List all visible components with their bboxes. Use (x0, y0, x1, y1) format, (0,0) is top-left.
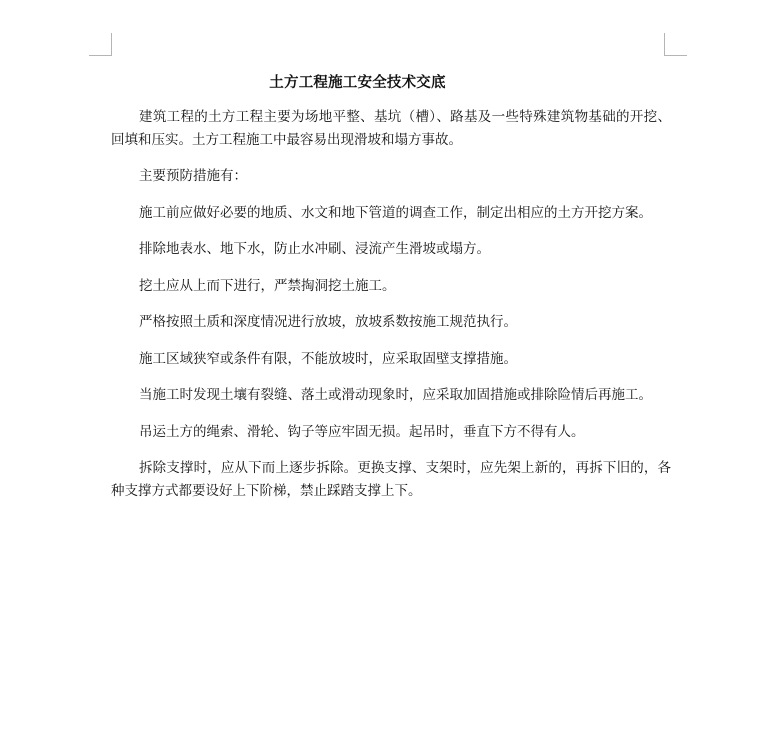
paragraph-measure-cracks: 当施工时发现土壤有裂缝、落土或滑动现象时，应采取加固措施或排除险情后再施工。 (139, 387, 652, 403)
paragraph-measure-survey: 施工前应做好必要的地质、水文和地下管道的调查工作，制定出相应的土方开挖方案。 (139, 204, 652, 221)
paragraph-measures-heading: 主要预防措施有： (139, 168, 247, 184)
paragraph-measure-top-down: 挖土应从上而下进行，严禁掏洞挖土施工。 (139, 277, 396, 294)
paragraph-intro: 建筑工程的土方工程主要为场地平整、基坑（槽）、路基及一些特殊建筑物基础的开挖、回填和压实。土方工程施工中最容易出现滑坡和塌方事故。 (111, 109, 671, 148)
paragraph-measure-hoisting: 吊运土方的绳索、滑轮、钩子等应牢固无损。起吊时，垂直下方不得有人。 (139, 423, 585, 440)
document-body (111, 106, 671, 516)
paragraph-measure-slope: 严格按照土质和深度情况进行放坡，放坡系数按施工规范执行。 (139, 314, 517, 330)
top-right-crop-mark (664, 33, 687, 56)
document-title: 土方工程施工安全技术交底 (269, 75, 446, 91)
paragraph-measure-shoring: 施工区域狭窄或条件有限，不能放坡时，应采取固壁支撑措施。 (139, 350, 517, 367)
top-left-crop-mark (89, 33, 112, 56)
paragraph-measure-removal: 拆除支撑时，应从下而上逐步拆除。更换支撑、支架时，应先架上新的，再拆下旧的，各种支撑方式都要设好上下阶梯，禁止踩踏支撑上下。 (111, 460, 671, 499)
paragraph-measure-drainage: 排除地表水、地下水，防止水冲刷、浸流产生滑坡或塌方。 (139, 241, 490, 257)
